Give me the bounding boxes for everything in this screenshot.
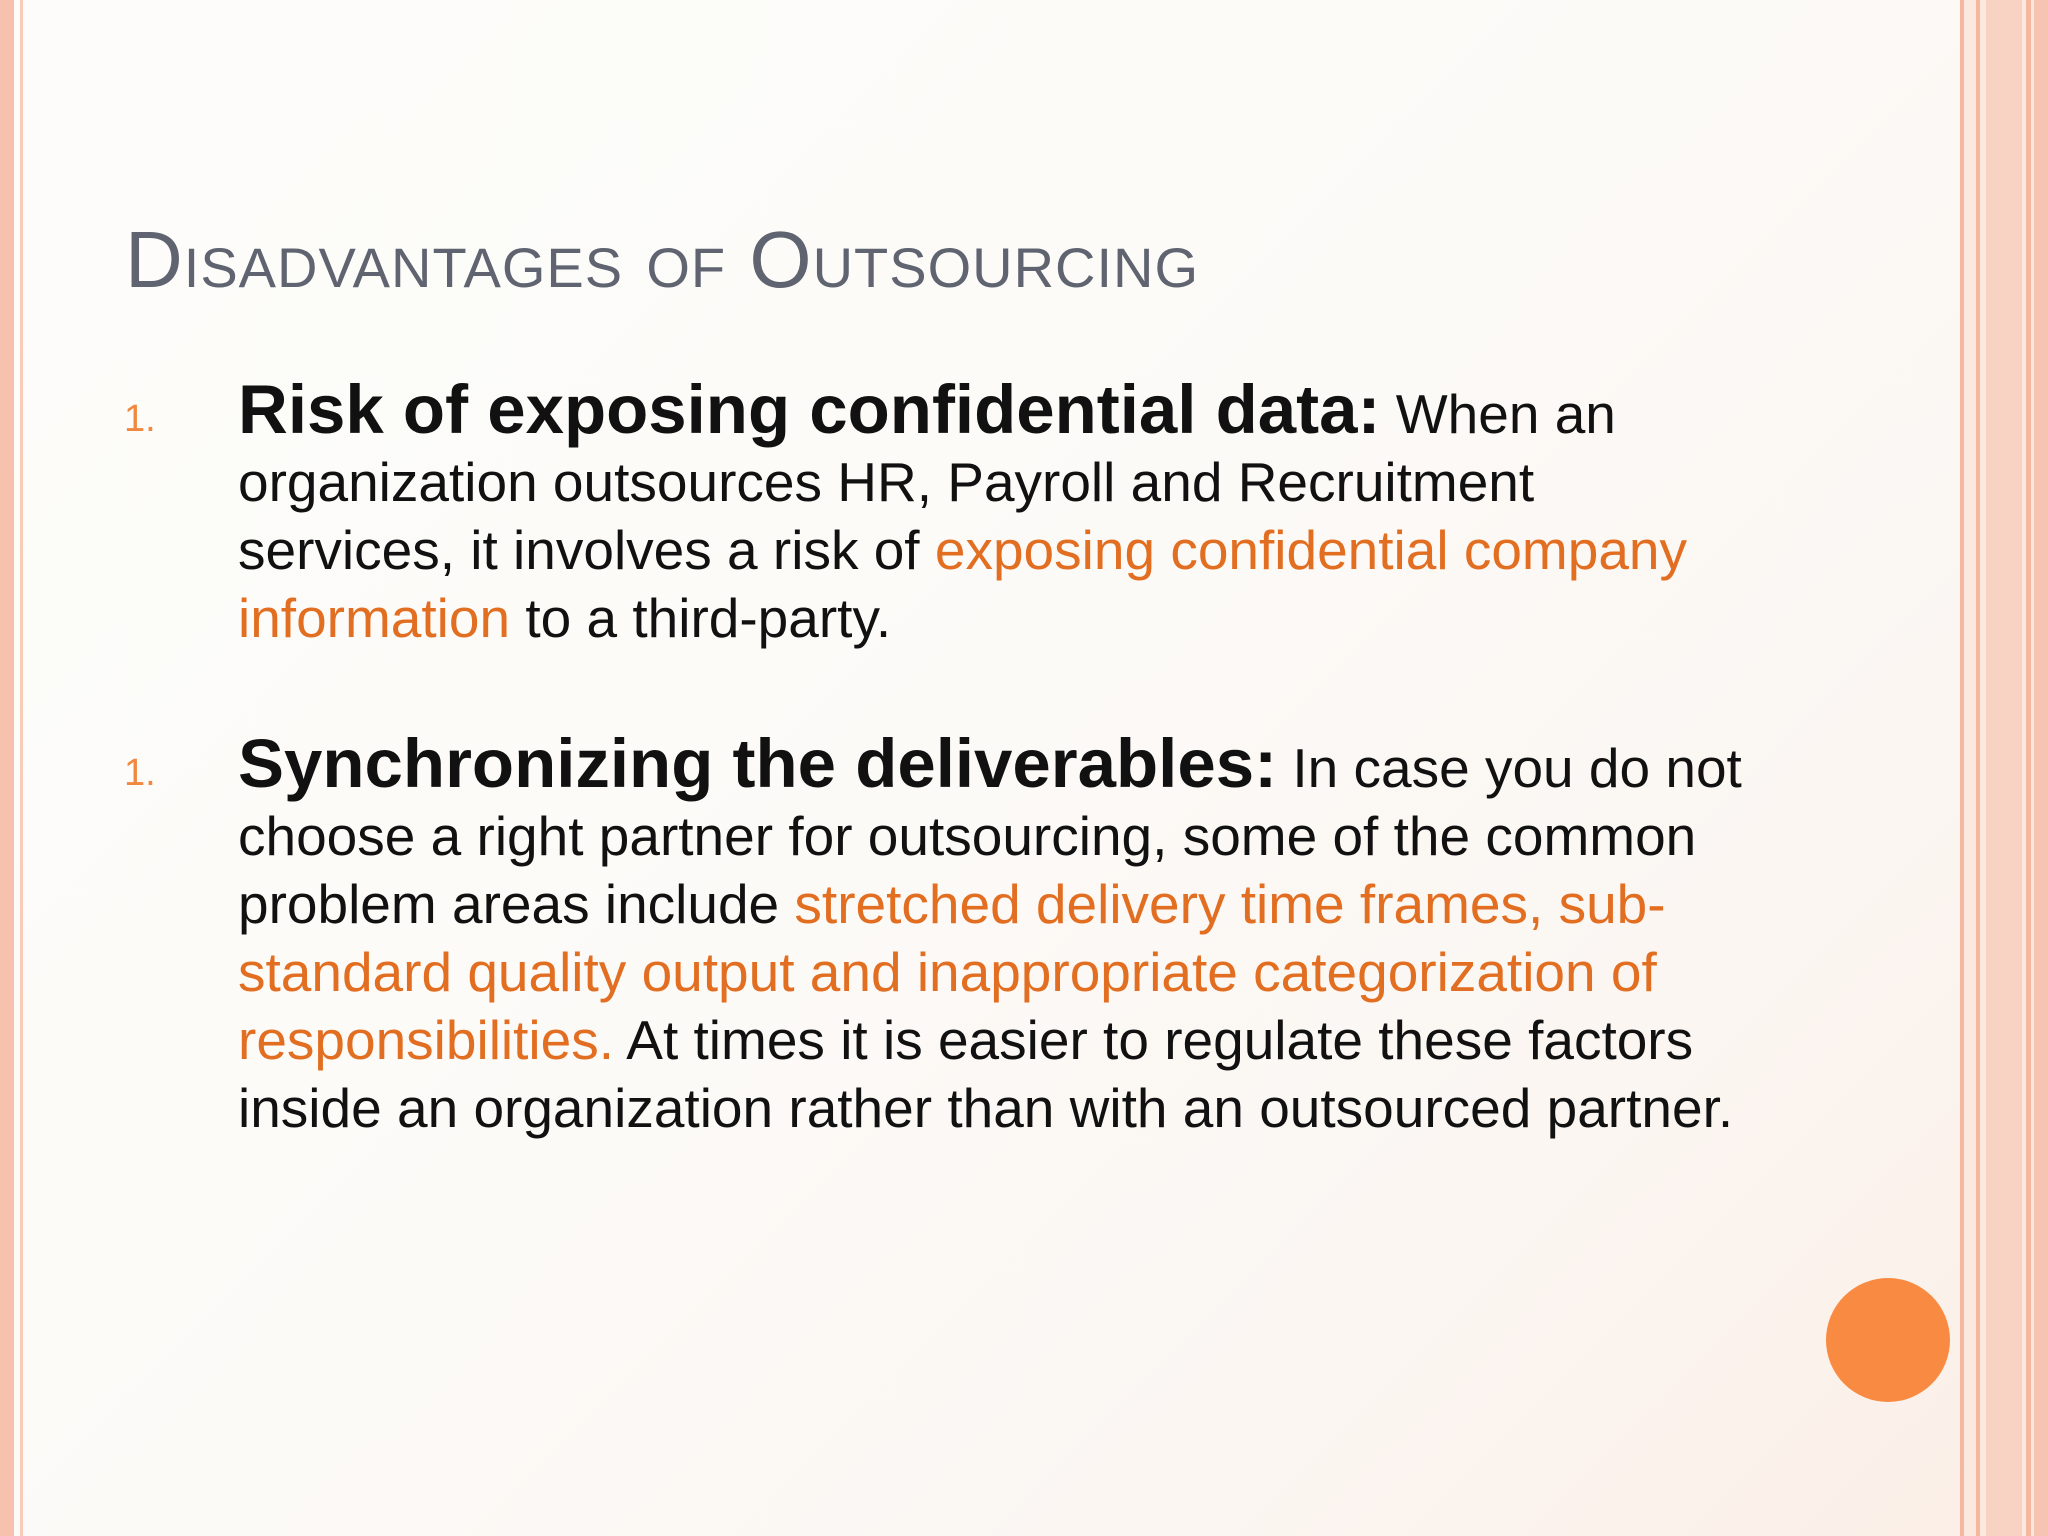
item-text: to a third-party.	[510, 587, 892, 649]
list-number: 1.	[124, 752, 156, 794]
right-border-line	[2026, 0, 2031, 1536]
disadvantages-list	[124, 371, 1764, 1142]
list-item	[124, 371, 1764, 652]
slide-title: Disadvantages of Outsourcing	[125, 215, 1200, 304]
right-border-band	[2034, 0, 2048, 1536]
right-border-line	[1960, 0, 1964, 1536]
left-border-line	[20, 0, 23, 1536]
list-item	[124, 725, 1764, 1142]
item-highlight: stretched delivery time frames, sub-standard quality output and inappropriate categorization of responsibilities.	[238, 873, 1666, 1071]
item-heading: Synchronizing the deliverables:	[238, 725, 1278, 802]
list-number: 1.	[124, 398, 156, 440]
item-highlight: exposing confidential company information	[238, 519, 1688, 649]
right-border-line	[1976, 0, 1980, 1536]
right-border-band	[1986, 0, 2022, 1536]
right-border	[1960, 0, 2048, 1536]
item-text: In case you do not choose a right partner for outsourcing, some of the common problem areas include	[238, 737, 1742, 935]
item-heading: Risk of exposing confidential data:	[238, 371, 1381, 448]
decorative-circle	[1826, 1278, 1950, 1402]
item-text: At times it is easier to regulate these factors inside an organization rather than with an outsourced partner.	[238, 1009, 1734, 1139]
left-border	[0, 0, 14, 1536]
item-text: When an organization outsources HR, Payroll and Recruitment services, it involves a risk of	[238, 383, 1616, 581]
